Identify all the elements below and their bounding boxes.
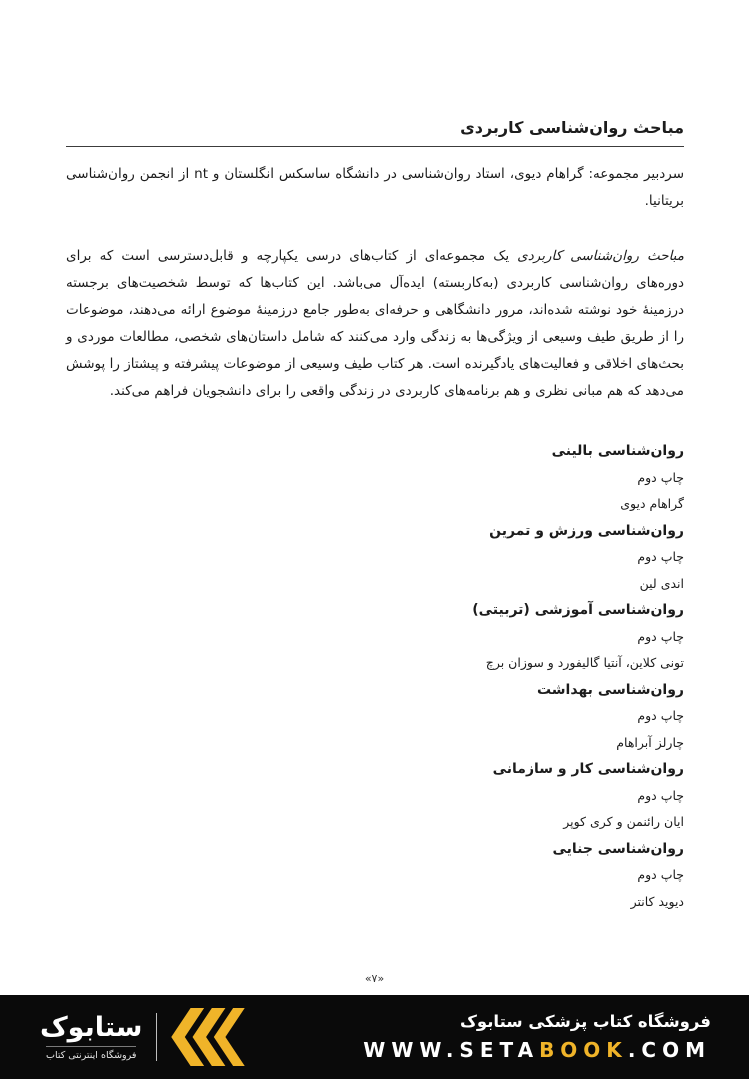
book-title: روان‌شناسی ورزش و تمرین	[489, 522, 684, 539]
page-number: «۷»	[364, 972, 385, 985]
book-author: دیوید کانتر	[630, 893, 684, 909]
logo-wordmark-block	[40, 1013, 142, 1062]
book-edition: چاپ دوم	[637, 469, 684, 485]
intro-paragraph	[66, 243, 684, 405]
list-item	[66, 597, 684, 677]
intro-series-name: مباحث روان‌شناسی کاربردی	[517, 248, 684, 264]
page-title: مباحث روان‌شناسی کاربردی	[66, 118, 684, 147]
book-author: چارلز آبراهام	[616, 734, 684, 750]
logo-divider	[156, 1013, 157, 1061]
list-item	[66, 438, 684, 518]
book-edition: چاپ دوم	[637, 549, 684, 564]
store-name: فروشگاه کتاب پزشکی ستابوک	[460, 1012, 711, 1031]
list-item	[66, 836, 684, 916]
book-title: روان‌شناسی بهداشت	[536, 681, 684, 698]
setabook-logo[interactable]	[40, 1008, 245, 1066]
setabook-chevrons-icon	[171, 1008, 245, 1066]
website-accent: BOOK	[539, 1038, 628, 1062]
book-author: اندی لین	[639, 575, 684, 591]
website-prefix: WWW.SETA	[363, 1038, 540, 1062]
book-author: گراهام دیوی	[620, 496, 684, 511]
website-suffix: .COM	[627, 1038, 711, 1062]
page-content	[66, 118, 684, 915]
book-title: روان‌شناسی کار و سازمانی	[492, 761, 684, 777]
book-list	[66, 438, 684, 915]
book-edition: چاپ دوم	[637, 787, 684, 803]
book-author: تونی کلاین، آنتیا گالیفورد و سوزان برچ	[485, 655, 684, 670]
intro-body-text: یک مجموعه‌ای از کتاب‌های درسی یکپارچه و قابل‌دسترسی است که برای دوره‌های روان‌شناسی کاربردی (به‌کاربسته) ایده‌آل می‌باشد. این کتاب‌ها که توسط شخصیت‌های برجسته درزمینهٔ خود نوشته شده‌اند، مرور دانشگاهی و حرفه‌ای به‌طور جامع درزمینهٔ موضوع ارائه می‌دهند، موضوعات را از طریق طیف وسیعی از ویژگی‌ها به زندگی وارد می‌کنند که شامل داستان‌های شخصی، مطالعات موردی و بحث‌های اخلاقی و فعالیت‌های یادگیرنده است. هر کتاب طیف وسیعی از موضوعات پیشرفته و پیشتاز را پوشش می‌دهد که هم مبانی نظری و هم برنامه‌های کاربردی در زندگی واقعی را برای دانشجویان فراهم می‌کند.	[66, 248, 684, 399]
logo-tagline: فروشگاه اینترنتی کتاب	[46, 1046, 136, 1061]
book-title: روان‌شناسی آموزشی (تربیتی)	[472, 602, 684, 618]
book-edition: چاپ دوم	[637, 708, 684, 723]
list-item	[66, 756, 684, 836]
book-edition: چاپ دوم	[637, 867, 684, 882]
list-item	[66, 518, 684, 598]
editor-paragraph: سردبیر مجموعه: گراهام دیوی، استاد روان‌شناسی در دانشگاه ساسکس انگلستان و nt از انجمن روان‌شناسی بریتانیا.	[66, 166, 685, 209]
book-title: روان‌شناسی بالینی	[551, 443, 684, 459]
book-edition: چاپ دوم	[637, 628, 684, 644]
logo-wordmark: ستابوک	[40, 1011, 143, 1043]
list-item	[66, 677, 684, 757]
footer-bar	[0, 995, 749, 1079]
book-author: ایان رائنمن و کری کوپر	[563, 814, 684, 829]
footer-store-info	[363, 1012, 711, 1062]
website-url[interactable]	[363, 1038, 711, 1062]
book-title: روان‌شناسی جنایی	[552, 840, 684, 857]
